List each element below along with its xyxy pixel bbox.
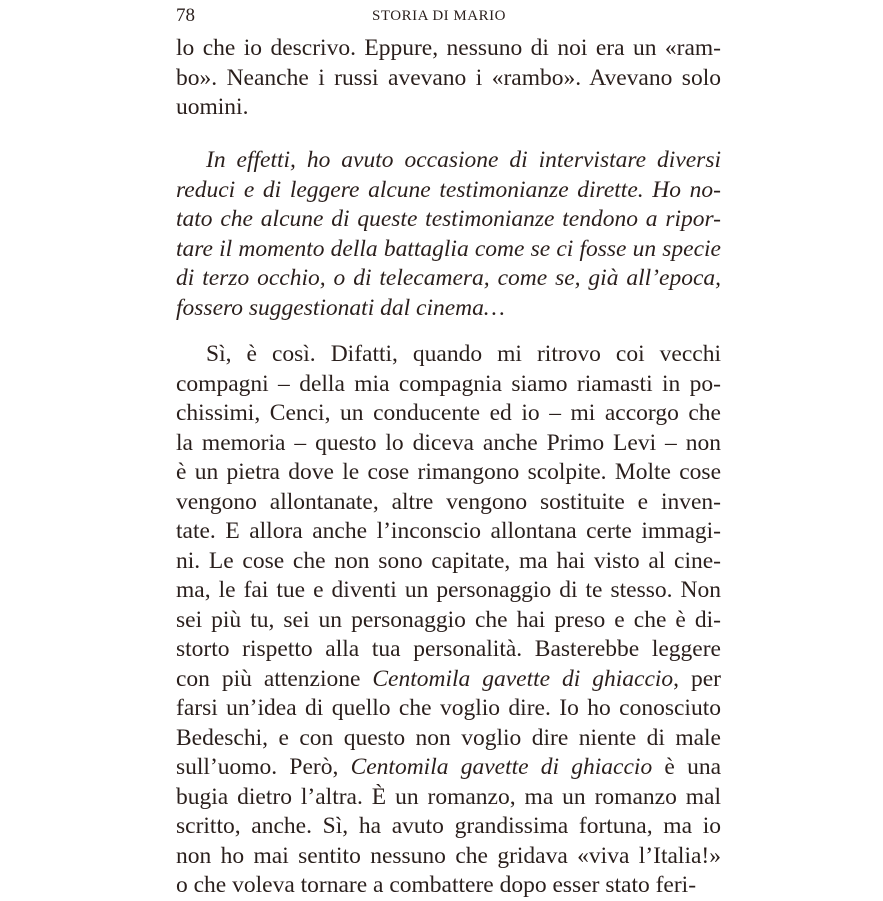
text-line: [176, 34, 721, 64]
text-line: [176, 488, 721, 518]
text-run: o che voleva tornare a combattere dopo esser stato feri-: [176, 872, 697, 898]
paragraph-interview-question: [176, 146, 721, 323]
text-run: sei più tu, sei un personaggio che hai preso e che è di-: [176, 606, 721, 633]
text-run: bo». Neanche i russi avevano i «rambo». Avevano solo: [176, 64, 721, 91]
text-line: [176, 635, 721, 665]
italic-text: fossero suggestionati dal cinema…: [176, 294, 505, 321]
text-line: [176, 724, 721, 754]
text-run: farsi un’idea di quello che voglio dire. Io ho conosciuto: [176, 695, 721, 721]
text-line: [176, 235, 721, 265]
page-number: 78: [176, 5, 195, 26]
text-line: [176, 146, 721, 176]
text-run: bugia dietro l’altra. È un romanzo, ma un romanzo mal: [176, 783, 721, 810]
text-line: [176, 576, 721, 606]
text-line: [176, 753, 721, 783]
text-line: [176, 264, 721, 294]
text-line: [176, 606, 721, 636]
text-line: [176, 176, 721, 206]
text-run: chissimi, Cenci, un conducente ed io – mi accorgo che: [176, 400, 721, 426]
text-line: [176, 783, 721, 813]
text-line: [176, 458, 721, 488]
text-run: storto rispetto alla tua personalità. Basterebbe leggere: [176, 636, 721, 662]
text-run: tate. E allora anche l’inconscio allontana certe immagi-: [176, 518, 721, 544]
text-line: [176, 547, 721, 577]
italic-text: Centomila gavette di ghiaccio: [372, 665, 674, 692]
italic-text: In effetti, ho avuto occasione di intervistare diversi: [206, 147, 721, 173]
text-line: [176, 64, 721, 94]
text-run: Sì, è così. Difatti, quando mi ritrovo coi vecchi: [206, 341, 721, 367]
paragraph-continuation: [176, 34, 721, 123]
text-run: ma, le fai tue e diventi un personaggio di te stesso. Non: [176, 577, 721, 603]
italic-text: tato che alcune di queste testimonianze tendono a ripor-: [176, 206, 721, 232]
italic-text: reduci e di leggere alcune testimonianze dirette. Ho no-: [176, 176, 721, 203]
text-line: [176, 370, 721, 400]
text-run: con più attenzione: [176, 665, 373, 692]
text-line: [176, 340, 721, 370]
text-run: lo che io descrivo. Eppure, nessuno di noi era un «ram-: [176, 35, 721, 61]
text-line: [176, 842, 721, 872]
text-run: la memoria – questo lo diceva anche Primo Levi – non: [176, 429, 721, 456]
text-run: ni. Le cose che non sono capitate, ma hai visto al cine-: [176, 547, 721, 574]
text-line: [176, 294, 721, 324]
text-line: [176, 399, 721, 429]
text-line: [176, 812, 721, 842]
running-title: STORIA DI MARIO: [372, 8, 506, 24]
text-run: compagni – della mia compagnia siamo riamasti in po-: [176, 370, 721, 397]
text-line: [176, 871, 721, 901]
italic-text: di terzo occhio, o di telecamera, come se, già all’epoca,: [176, 265, 721, 291]
text-line: [176, 517, 721, 547]
text-line: [176, 93, 721, 123]
text-line: [176, 665, 721, 695]
text-run: , per: [673, 665, 721, 692]
text-run: non ho mai sentito nessuno che gridava «viva l’Italia!»: [176, 842, 721, 869]
paragraph-answer: [176, 340, 721, 901]
italic-text: tare il momento della battaglia come se ci fosse un specie: [176, 235, 721, 262]
text-line: [176, 429, 721, 459]
text-line: [176, 205, 721, 235]
text-run: sull’uomo. Però,: [176, 754, 351, 780]
text-run: scritto, anche. Sì, ha avuto grandissima fortuna, ma io: [176, 813, 721, 839]
text-run: è un pietra dove le cose rimangono scolpite. Molte cose: [176, 459, 721, 485]
italic-text: Centomila gavette di ghiaccio: [350, 754, 653, 780]
text-line: [176, 694, 721, 724]
text-run: vengono allontanate, altre vengono sostituite e inven-: [176, 488, 721, 515]
text-run: uomini.: [176, 94, 249, 120]
text-run: è una: [652, 754, 721, 780]
text-run: Bedeschi, e con questo non voglio dire niente di male: [176, 724, 721, 751]
